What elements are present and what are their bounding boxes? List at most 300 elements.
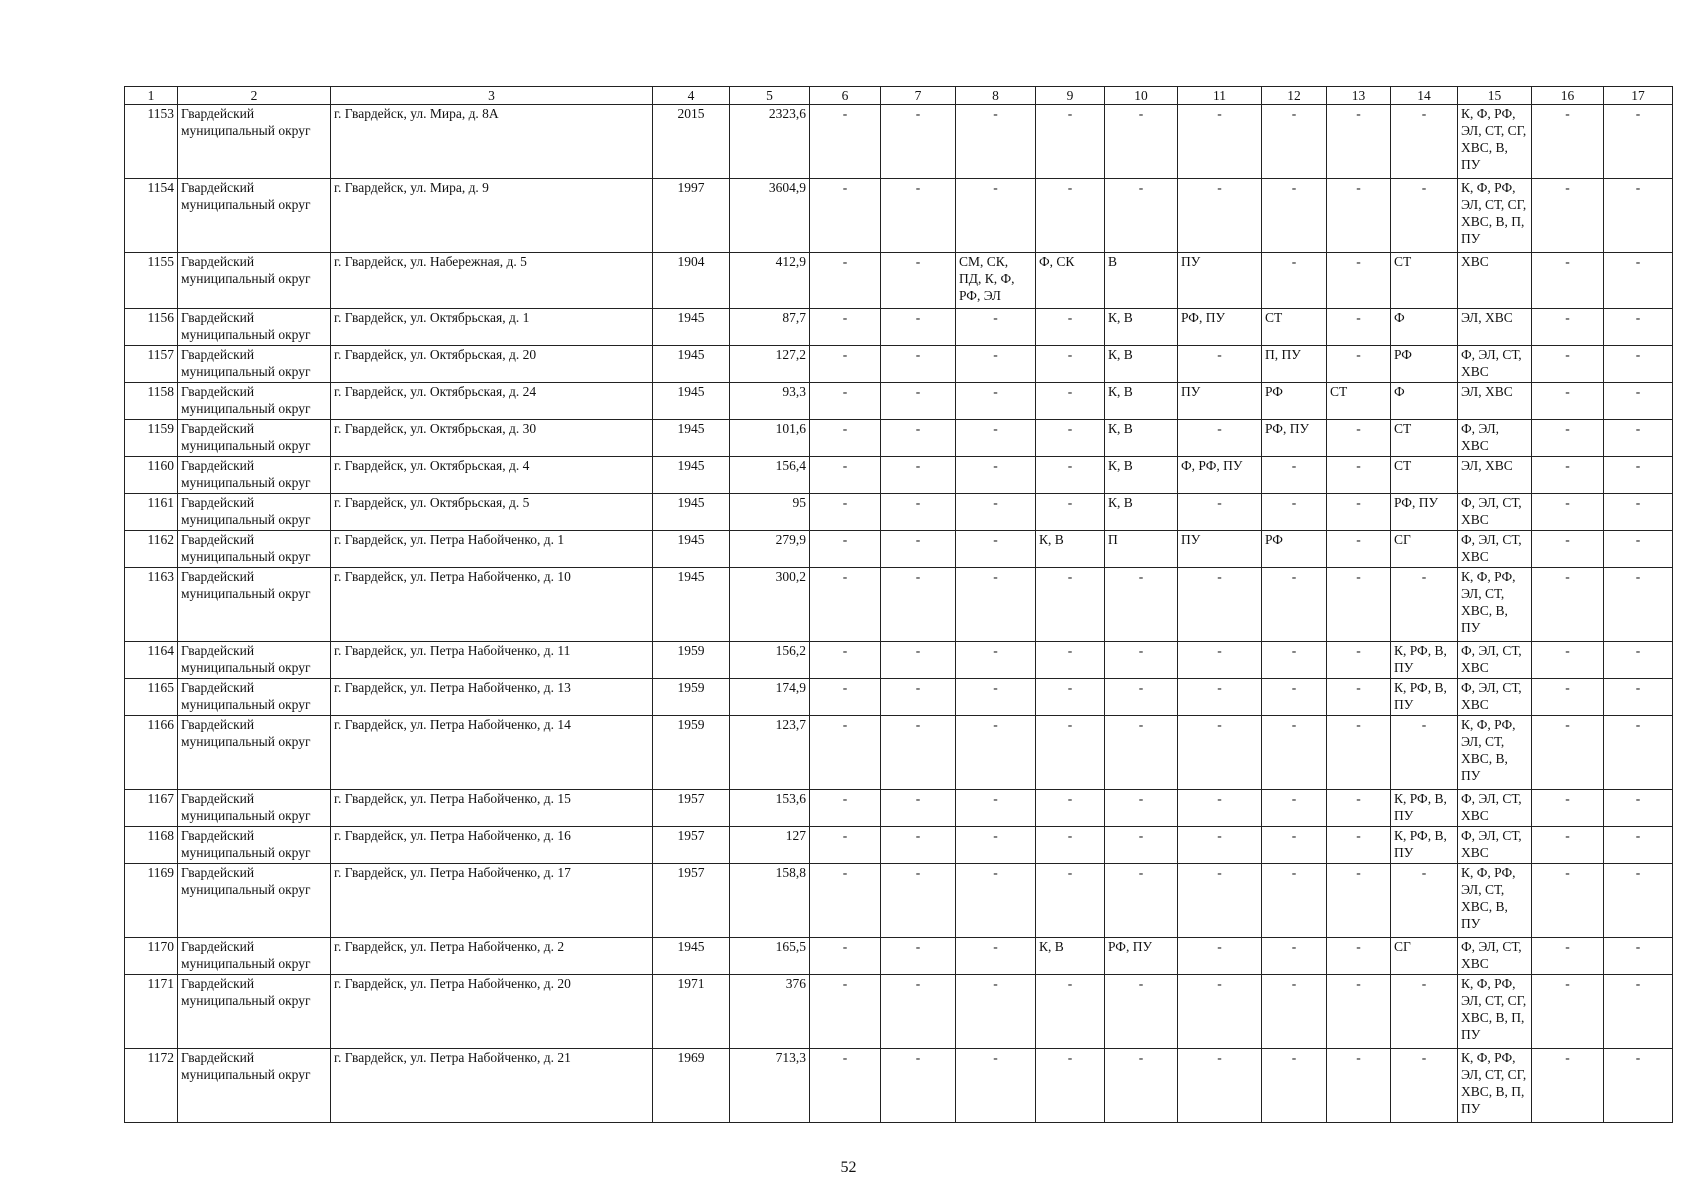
table-cell-col-11: - xyxy=(1178,716,1262,790)
table-cell-col-8: - xyxy=(956,309,1036,346)
table-cell-col-8: - xyxy=(956,975,1036,1049)
table-cell-col-8: - xyxy=(956,827,1036,864)
table-cell-col-13: - xyxy=(1327,864,1391,938)
table-cell-col-9: - xyxy=(1036,346,1105,383)
column-header-2: 2 xyxy=(178,87,331,105)
table-cell-col-5: 127 xyxy=(730,827,810,864)
table-cell-col-1: 1171 xyxy=(125,975,178,1049)
table-cell-col-2: Гвардейский муниципальный округ xyxy=(178,1049,331,1123)
table-cell-col-13: - xyxy=(1327,679,1391,716)
table-cell-col-12: - xyxy=(1262,975,1327,1049)
table-cell-col-8: - xyxy=(956,1049,1036,1123)
table-cell-col-2: Гвардейский муниципальный округ xyxy=(178,105,331,179)
table-cell-col-5: 300,2 xyxy=(730,568,810,642)
table-row xyxy=(125,716,1673,790)
table-cell-col-12: РФ xyxy=(1262,531,1327,568)
table-row xyxy=(125,790,1673,827)
table-cell-col-10: К, В xyxy=(1105,346,1178,383)
table-cell-col-1: 1166 xyxy=(125,716,178,790)
table-row xyxy=(125,827,1673,864)
table-cell-col-17: - xyxy=(1604,253,1673,309)
table-row xyxy=(125,531,1673,568)
table-cell-col-11: ПУ xyxy=(1178,253,1262,309)
table-cell-col-6: - xyxy=(810,716,881,790)
table-cell-col-10: - xyxy=(1105,568,1178,642)
table-cell-col-7: - xyxy=(881,420,956,457)
table-cell-col-11: ПУ xyxy=(1178,531,1262,568)
table-cell-col-6: - xyxy=(810,568,881,642)
table-cell-col-13: СТ xyxy=(1327,383,1391,420)
table-cell-col-7: - xyxy=(881,346,956,383)
table-cell-col-16: - xyxy=(1532,679,1604,716)
table-cell-col-15: Ф, ЭЛ, СТ, ХВС xyxy=(1458,531,1532,568)
table-cell-col-16: - xyxy=(1532,346,1604,383)
table-cell-col-10: - xyxy=(1105,827,1178,864)
table-cell-col-13: - xyxy=(1327,420,1391,457)
table-row xyxy=(125,457,1673,494)
table-cell-col-11: - xyxy=(1178,642,1262,679)
column-header-13: 13 xyxy=(1327,87,1391,105)
table-cell-col-1: 1153 xyxy=(125,105,178,179)
table-cell-col-12: - xyxy=(1262,642,1327,679)
table-cell-col-17: - xyxy=(1604,494,1673,531)
table-row xyxy=(125,253,1673,309)
table-cell-col-14: СГ xyxy=(1391,938,1458,975)
table-cell-col-3: г. Гвардейск, ул. Октябрьская, д. 1 xyxy=(331,309,653,346)
table-cell-col-1: 1155 xyxy=(125,253,178,309)
table-cell-col-5: 156,2 xyxy=(730,642,810,679)
table-cell-col-7: - xyxy=(881,383,956,420)
table-cell-col-5: 3604,9 xyxy=(730,179,810,253)
table-cell-col-3: г. Гвардейск, ул. Петра Набойченко, д. 11 xyxy=(331,642,653,679)
table-cell-col-14: - xyxy=(1391,179,1458,253)
table-cell-col-13: - xyxy=(1327,827,1391,864)
table-cell-col-5: 158,8 xyxy=(730,864,810,938)
table-cell-col-11: ПУ xyxy=(1178,383,1262,420)
table-cell-col-12: - xyxy=(1262,827,1327,864)
table-cell-col-8: СМ, СК, ПД, К, Ф, РФ, ЭЛ xyxy=(956,253,1036,309)
table-cell-col-7: - xyxy=(881,531,956,568)
table-cell-col-9: - xyxy=(1036,679,1105,716)
table-cell-col-2: Гвардейский муниципальный округ xyxy=(178,309,331,346)
table-cell-col-13: - xyxy=(1327,457,1391,494)
table-cell-col-10: К, В xyxy=(1105,420,1178,457)
table-cell-col-4: 1971 xyxy=(653,975,730,1049)
table-cell-col-7: - xyxy=(881,716,956,790)
table-cell-col-8: - xyxy=(956,938,1036,975)
table-cell-col-1: 1170 xyxy=(125,938,178,975)
column-header-10: 10 xyxy=(1105,87,1178,105)
table-row xyxy=(125,105,1673,179)
table-cell-col-6: - xyxy=(810,253,881,309)
table-cell-col-17: - xyxy=(1604,679,1673,716)
table-cell-col-8: - xyxy=(956,105,1036,179)
table-cell-col-14: - xyxy=(1391,1049,1458,1123)
table-cell-col-12: - xyxy=(1262,679,1327,716)
table-cell-col-10: - xyxy=(1105,642,1178,679)
column-header-5: 5 xyxy=(730,87,810,105)
table-row xyxy=(125,383,1673,420)
table-cell-col-7: - xyxy=(881,568,956,642)
table-row xyxy=(125,346,1673,383)
table-cell-col-4: 1945 xyxy=(653,309,730,346)
table-cell-col-4: 1959 xyxy=(653,642,730,679)
table-cell-col-3: г. Гвардейск, ул. Петра Набойченко, д. 15 xyxy=(331,790,653,827)
table-cell-col-8: - xyxy=(956,383,1036,420)
table-cell-col-5: 279,9 xyxy=(730,531,810,568)
table-cell-col-4: 1945 xyxy=(653,420,730,457)
table-cell-col-15: Ф, ЭЛ, СТ, ХВС xyxy=(1458,790,1532,827)
table-cell-col-9: - xyxy=(1036,827,1105,864)
table-cell-col-3: г. Гвардейск, ул. Октябрьская, д. 24 xyxy=(331,383,653,420)
table-cell-col-11: - xyxy=(1178,346,1262,383)
column-header-3: 3 xyxy=(331,87,653,105)
column-header-7: 7 xyxy=(881,87,956,105)
table-cell-col-14: - xyxy=(1391,105,1458,179)
table-cell-col-17: - xyxy=(1604,457,1673,494)
table-cell-col-2: Гвардейский муниципальный округ xyxy=(178,179,331,253)
table-cell-col-11: - xyxy=(1178,568,1262,642)
table-cell-col-11: РФ, ПУ xyxy=(1178,309,1262,346)
table-cell-col-15: Ф, ЭЛ, СТ, ХВС xyxy=(1458,642,1532,679)
table-cell-col-2: Гвардейский муниципальный округ xyxy=(178,790,331,827)
table-cell-col-7: - xyxy=(881,253,956,309)
page-number: 52 xyxy=(840,1159,857,1176)
table-cell-col-9: Ф, СК xyxy=(1036,253,1105,309)
column-header-8: 8 xyxy=(956,87,1036,105)
table-cell-col-14: СТ xyxy=(1391,253,1458,309)
table-cell-col-15: К, Ф, РФ, ЭЛ, СТ, ХВС, В, ПУ xyxy=(1458,864,1532,938)
table-row xyxy=(125,938,1673,975)
table-cell-col-17: - xyxy=(1604,790,1673,827)
table-cell-col-1: 1167 xyxy=(125,790,178,827)
table-cell-col-6: - xyxy=(810,827,881,864)
table-cell-col-16: - xyxy=(1532,309,1604,346)
table-cell-col-10: П xyxy=(1105,531,1178,568)
table-cell-col-16: - xyxy=(1532,253,1604,309)
table-cell-col-9: - xyxy=(1036,179,1105,253)
table-cell-col-14: РФ xyxy=(1391,346,1458,383)
table-row xyxy=(125,420,1673,457)
table-cell-col-13: - xyxy=(1327,253,1391,309)
table-cell-col-2: Гвардейский муниципальный округ xyxy=(178,679,331,716)
table-cell-col-14: - xyxy=(1391,568,1458,642)
table-cell-col-14: Ф xyxy=(1391,383,1458,420)
table-cell-col-15: К, Ф, РФ, ЭЛ, СТ, СГ, ХВС, В, ПУ xyxy=(1458,105,1532,179)
table-cell-col-10: - xyxy=(1105,864,1178,938)
table-cell-col-1: 1172 xyxy=(125,1049,178,1123)
table-cell-col-9: - xyxy=(1036,790,1105,827)
table-cell-col-15: К, Ф, РФ, ЭЛ, СТ, ХВС, В, ПУ xyxy=(1458,568,1532,642)
table-cell-col-16: - xyxy=(1532,1049,1604,1123)
table-cell-col-12: - xyxy=(1262,494,1327,531)
table-cell-col-8: - xyxy=(956,420,1036,457)
table-cell-col-13: - xyxy=(1327,938,1391,975)
table-cell-col-5: 123,7 xyxy=(730,716,810,790)
table-cell-col-1: 1156 xyxy=(125,309,178,346)
table-cell-col-11: - xyxy=(1178,975,1262,1049)
table-cell-col-9: - xyxy=(1036,494,1105,531)
table-cell-col-16: - xyxy=(1532,827,1604,864)
table-cell-col-5: 156,4 xyxy=(730,457,810,494)
table-cell-col-16: - xyxy=(1532,383,1604,420)
table-cell-col-14: К, РФ, В, ПУ xyxy=(1391,679,1458,716)
table-cell-col-10: - xyxy=(1105,716,1178,790)
table-cell-col-7: - xyxy=(881,105,956,179)
table-cell-col-7: - xyxy=(881,494,956,531)
table-cell-col-3: г. Гвардейск, ул. Петра Набойченко, д. 2 xyxy=(331,938,653,975)
table-row xyxy=(125,642,1673,679)
table-cell-col-12: - xyxy=(1262,716,1327,790)
table-cell-col-17: - xyxy=(1604,975,1673,1049)
table-cell-col-7: - xyxy=(881,938,956,975)
table-cell-col-9: - xyxy=(1036,716,1105,790)
table-cell-col-12: - xyxy=(1262,179,1327,253)
table-cell-col-13: - xyxy=(1327,1049,1391,1123)
table-cell-col-9: - xyxy=(1036,864,1105,938)
table-cell-col-12: - xyxy=(1262,1049,1327,1123)
table-cell-col-16: - xyxy=(1532,568,1604,642)
table-cell-col-12: - xyxy=(1262,864,1327,938)
table-cell-col-15: Ф, ЭЛ, СТ, ХВС xyxy=(1458,827,1532,864)
table-cell-col-2: Гвардейский муниципальный округ xyxy=(178,864,331,938)
table-cell-col-2: Гвардейский муниципальный округ xyxy=(178,494,331,531)
table-cell-col-4: 1959 xyxy=(653,679,730,716)
table-cell-col-7: - xyxy=(881,790,956,827)
table-cell-col-13: - xyxy=(1327,568,1391,642)
table-cell-col-1: 1162 xyxy=(125,531,178,568)
table-cell-col-17: - xyxy=(1604,105,1673,179)
table-cell-col-8: - xyxy=(956,457,1036,494)
table-cell-col-6: - xyxy=(810,420,881,457)
table-cell-col-9: К, В xyxy=(1036,938,1105,975)
table-cell-col-3: г. Гвардейск, ул. Петра Набойченко, д. 14 xyxy=(331,716,653,790)
table-cell-col-3: г. Гвардейск, ул. Октябрьская, д. 5 xyxy=(331,494,653,531)
table-cell-col-8: - xyxy=(956,642,1036,679)
table-cell-col-3: г. Гвардейск, ул. Мира, д. 8А xyxy=(331,105,653,179)
table-cell-col-16: - xyxy=(1532,457,1604,494)
table-cell-col-4: 1957 xyxy=(653,864,730,938)
table-cell-col-1: 1157 xyxy=(125,346,178,383)
table-cell-col-3: г. Гвардейск, ул. Петра Набойченко, д. 21 xyxy=(331,1049,653,1123)
table-cell-col-14: СТ xyxy=(1391,457,1458,494)
table-cell-col-9: - xyxy=(1036,309,1105,346)
table-cell-col-12: СТ xyxy=(1262,309,1327,346)
table-cell-col-10: К, В xyxy=(1105,457,1178,494)
table-cell-col-9: - xyxy=(1036,568,1105,642)
column-header-16: 16 xyxy=(1532,87,1604,105)
table-cell-col-11: - xyxy=(1178,679,1262,716)
table-cell-col-13: - xyxy=(1327,716,1391,790)
table-cell-col-2: Гвардейский муниципальный округ xyxy=(178,420,331,457)
table-cell-col-12: РФ, ПУ xyxy=(1262,420,1327,457)
column-header-15: 15 xyxy=(1458,87,1532,105)
table-cell-col-12: - xyxy=(1262,568,1327,642)
table-row xyxy=(125,1049,1673,1123)
table-cell-col-11: - xyxy=(1178,179,1262,253)
table-cell-col-16: - xyxy=(1532,420,1604,457)
table-cell-col-14: - xyxy=(1391,864,1458,938)
table-cell-col-6: - xyxy=(810,494,881,531)
table-cell-col-4: 1945 xyxy=(653,531,730,568)
table-cell-col-2: Гвардейский муниципальный округ xyxy=(178,383,331,420)
table-cell-col-12: - xyxy=(1262,938,1327,975)
table-cell-col-15: ЭЛ, ХВС xyxy=(1458,457,1532,494)
table-cell-col-4: 1945 xyxy=(653,494,730,531)
table-cell-col-5: 174,9 xyxy=(730,679,810,716)
table-cell-col-5: 412,9 xyxy=(730,253,810,309)
table-cell-col-17: - xyxy=(1604,1049,1673,1123)
table-cell-col-10: - xyxy=(1105,975,1178,1049)
table-row xyxy=(125,975,1673,1049)
table-cell-col-10: - xyxy=(1105,1049,1178,1123)
table-cell-col-7: - xyxy=(881,309,956,346)
table-cell-col-10: В xyxy=(1105,253,1178,309)
column-header-6: 6 xyxy=(810,87,881,105)
table-cell-col-4: 1957 xyxy=(653,827,730,864)
table-cell-col-13: - xyxy=(1327,790,1391,827)
table-cell-col-12: П, ПУ xyxy=(1262,346,1327,383)
column-header-14: 14 xyxy=(1391,87,1458,105)
table-cell-col-1: 1154 xyxy=(125,179,178,253)
table-cell-col-14: К, РФ, В, ПУ xyxy=(1391,827,1458,864)
column-number-header-row xyxy=(125,87,1673,105)
table-cell-col-5: 87,7 xyxy=(730,309,810,346)
table-cell-col-3: г. Гвардейск, ул. Октябрьская, д. 4 xyxy=(331,457,653,494)
table-cell-col-7: - xyxy=(881,1049,956,1123)
table-cell-col-2: Гвардейский муниципальный округ xyxy=(178,975,331,1049)
table-cell-col-15: К, Ф, РФ, ЭЛ, СТ, СГ, ХВС, В, П, ПУ xyxy=(1458,975,1532,1049)
table-cell-col-9: К, В xyxy=(1036,531,1105,568)
table-cell-col-17: - xyxy=(1604,179,1673,253)
table-cell-col-6: - xyxy=(810,642,881,679)
table-cell-col-1: 1158 xyxy=(125,383,178,420)
table-cell-col-9: - xyxy=(1036,457,1105,494)
table-cell-col-15: Ф, ЭЛ, СТ, ХВС xyxy=(1458,494,1532,531)
table-cell-col-4: 2015 xyxy=(653,105,730,179)
table-cell-col-6: - xyxy=(810,179,881,253)
table-cell-col-6: - xyxy=(810,309,881,346)
table-cell-col-8: - xyxy=(956,531,1036,568)
table-cell-col-6: - xyxy=(810,938,881,975)
table-cell-col-15: ЭЛ, ХВС xyxy=(1458,383,1532,420)
table-cell-col-2: Гвардейский муниципальный округ xyxy=(178,531,331,568)
table-cell-col-6: - xyxy=(810,383,881,420)
table-cell-col-17: - xyxy=(1604,716,1673,790)
table-cell-col-8: - xyxy=(956,790,1036,827)
table-cell-col-3: г. Гвардейск, ул. Петра Набойченко, д. 17 xyxy=(331,864,653,938)
table-cell-col-14: К, РФ, В, ПУ xyxy=(1391,790,1458,827)
table-cell-col-3: г. Гвардейск, ул. Петра Набойченко, д. 13 xyxy=(331,679,653,716)
table-cell-col-4: 1945 xyxy=(653,938,730,975)
table-cell-col-9: - xyxy=(1036,642,1105,679)
table-cell-col-11: - xyxy=(1178,1049,1262,1123)
table-cell-col-5: 95 xyxy=(730,494,810,531)
table-cell-col-9: - xyxy=(1036,105,1105,179)
table-cell-col-5: 376 xyxy=(730,975,810,1049)
table-cell-col-9: - xyxy=(1036,975,1105,1049)
table-cell-col-9: - xyxy=(1036,383,1105,420)
table-cell-col-17: - xyxy=(1604,568,1673,642)
table-cell-col-16: - xyxy=(1532,105,1604,179)
table-cell-col-6: - xyxy=(810,1049,881,1123)
table-row xyxy=(125,179,1673,253)
table-cell-col-4: 1969 xyxy=(653,1049,730,1123)
table-cell-col-8: - xyxy=(956,346,1036,383)
table-row xyxy=(125,568,1673,642)
table-cell-col-5: 101,6 xyxy=(730,420,810,457)
table-cell-col-4: 1945 xyxy=(653,383,730,420)
table-cell-col-4: 1904 xyxy=(653,253,730,309)
table-cell-col-5: 93,3 xyxy=(730,383,810,420)
table-cell-col-11: - xyxy=(1178,420,1262,457)
table-cell-col-17: - xyxy=(1604,864,1673,938)
table-cell-col-15: Ф, ЭЛ, ХВС xyxy=(1458,420,1532,457)
table-cell-col-8: - xyxy=(956,716,1036,790)
table-cell-col-4: 1957 xyxy=(653,790,730,827)
table-cell-col-16: - xyxy=(1532,494,1604,531)
table-cell-col-7: - xyxy=(881,642,956,679)
table-cell-col-10: К, В xyxy=(1105,383,1178,420)
table-cell-col-6: - xyxy=(810,346,881,383)
housing-register-table xyxy=(124,86,1673,1123)
table-cell-col-14: К, РФ, В, ПУ xyxy=(1391,642,1458,679)
table-cell-col-2: Гвардейский муниципальный округ xyxy=(178,938,331,975)
table-cell-col-11: - xyxy=(1178,827,1262,864)
table-cell-col-10: - xyxy=(1105,179,1178,253)
table-cell-col-13: - xyxy=(1327,179,1391,253)
table-cell-col-7: - xyxy=(881,827,956,864)
table-cell-col-3: г. Гвардейск, ул. Петра Набойченко, д. 10 xyxy=(331,568,653,642)
table-cell-col-16: - xyxy=(1532,975,1604,1049)
table-cell-col-16: - xyxy=(1532,864,1604,938)
table-cell-col-6: - xyxy=(810,531,881,568)
table-cell-col-9: - xyxy=(1036,420,1105,457)
table-cell-col-16: - xyxy=(1532,790,1604,827)
table-cell-col-15: ЭЛ, ХВС xyxy=(1458,309,1532,346)
table-cell-col-8: - xyxy=(956,179,1036,253)
table-cell-col-6: - xyxy=(810,105,881,179)
table-cell-col-12: РФ xyxy=(1262,383,1327,420)
table-cell-col-2: Гвардейский муниципальный округ xyxy=(178,253,331,309)
table-cell-col-4: 1959 xyxy=(653,716,730,790)
table-cell-col-4: 1945 xyxy=(653,346,730,383)
table-cell-col-17: - xyxy=(1604,642,1673,679)
table-cell-col-10: РФ, ПУ xyxy=(1105,938,1178,975)
table-cell-col-1: 1168 xyxy=(125,827,178,864)
table-cell-col-5: 165,5 xyxy=(730,938,810,975)
table-cell-col-7: - xyxy=(881,179,956,253)
table-row xyxy=(125,679,1673,716)
table-cell-col-1: 1165 xyxy=(125,679,178,716)
table-cell-col-16: - xyxy=(1532,642,1604,679)
table-cell-col-1: 1160 xyxy=(125,457,178,494)
table-cell-col-17: - xyxy=(1604,309,1673,346)
table-cell-col-7: - xyxy=(881,864,956,938)
table-cell-col-11: - xyxy=(1178,864,1262,938)
table-cell-col-11: Ф, РФ, ПУ xyxy=(1178,457,1262,494)
table-cell-col-3: г. Гвардейск, ул. Набережная, д. 5 xyxy=(331,253,653,309)
table-cell-col-9: - xyxy=(1036,1049,1105,1123)
table-cell-col-6: - xyxy=(810,679,881,716)
column-header-4: 4 xyxy=(653,87,730,105)
table-cell-col-15: К, Ф, РФ, ЭЛ, СТ, СГ, ХВС, В, П, ПУ xyxy=(1458,1049,1532,1123)
table-cell-col-12: - xyxy=(1262,105,1327,179)
table-cell-col-16: - xyxy=(1532,938,1604,975)
table-cell-col-14: СГ xyxy=(1391,531,1458,568)
table-cell-col-15: Ф, ЭЛ, СТ, ХВС xyxy=(1458,346,1532,383)
table-cell-col-1: 1159 xyxy=(125,420,178,457)
